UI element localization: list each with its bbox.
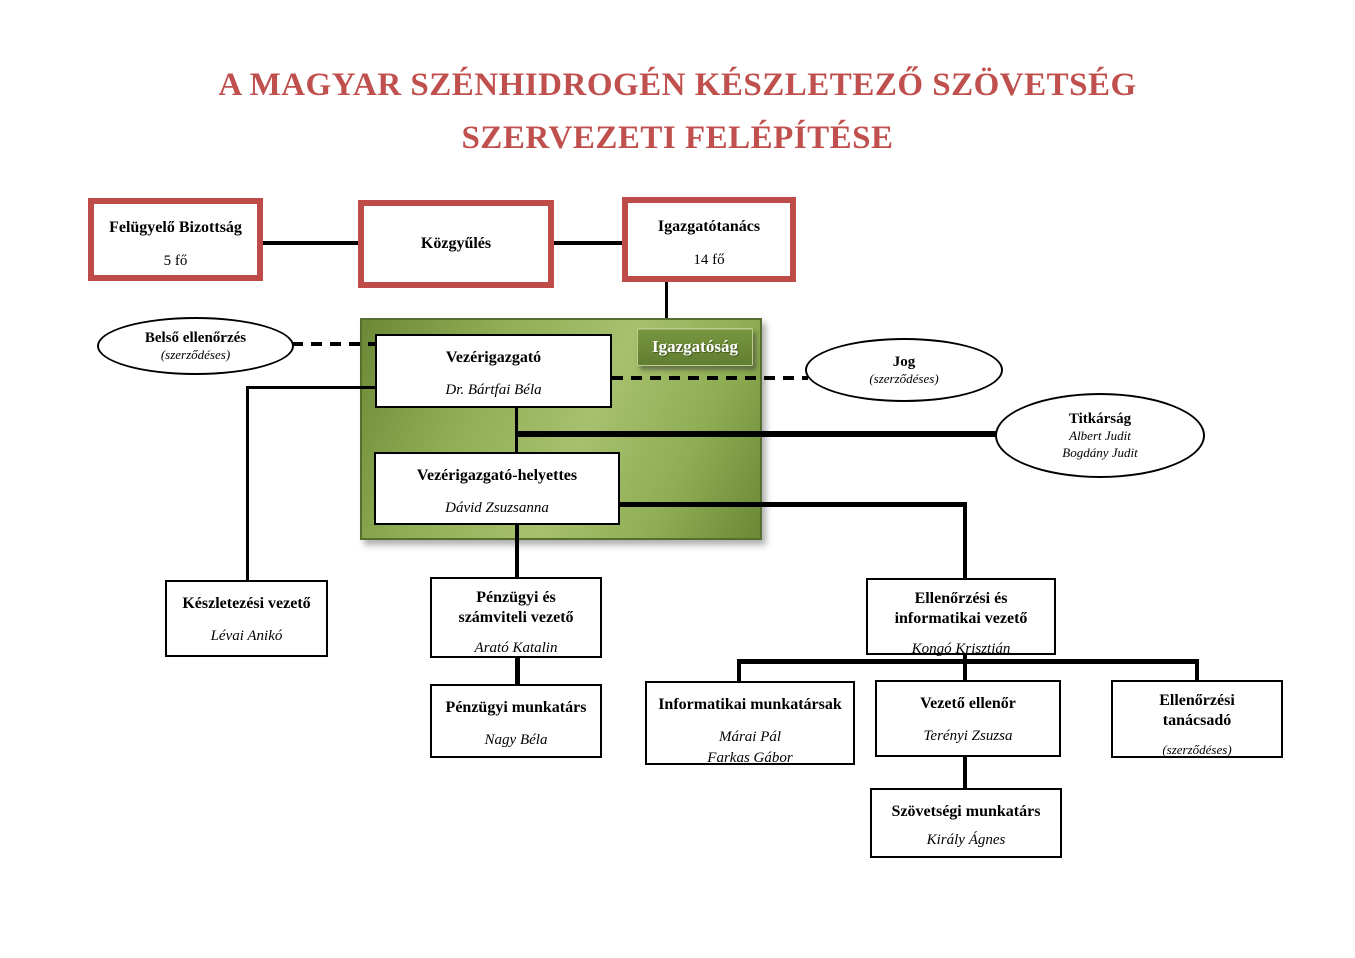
- node-title: Titkárság: [1068, 410, 1132, 427]
- node-title: Szövetségi munkatárs: [891, 803, 1041, 820]
- node-title-line2: informatikai vezető: [894, 610, 1028, 627]
- connector-vezerigazgato-keszletezesi-v: [246, 386, 249, 582]
- org-node-vezeto-ellenor: [875, 680, 1061, 757]
- node-title: Belső ellenőrzés: [144, 329, 247, 346]
- connector-helyettes-kongo-v: [963, 502, 967, 579]
- node-title: Jog: [892, 353, 916, 370]
- connector-kozgyules-igazgatotanacs: [552, 241, 622, 245]
- node-person: Terényi Zsuzsa: [923, 727, 1013, 744]
- connector-helyettes-penzugyi: [515, 525, 519, 579]
- node-note: (szerződéses): [869, 370, 939, 386]
- page-title-line2: SZERVEZETI FELÉPÍTÉSE: [461, 120, 894, 156]
- org-node-felugyelo-bizottsag: [88, 198, 263, 281]
- org-node-kozgyules: [358, 200, 554, 288]
- org-ellipse-titkarsag: [995, 393, 1205, 478]
- connector-to-titkarsag: [515, 431, 997, 437]
- connector-vezerigazgato-keszletezesi-h: [246, 386, 376, 389]
- connector-vezeto-ellenor-szovetsegi: [963, 756, 967, 789]
- connector-bus-horizontal: [737, 659, 1199, 664]
- node-title-line1: Ellenőrzési és: [914, 590, 1008, 607]
- node-subtitle: 5 fő: [163, 252, 188, 269]
- org-node-ellenorzesi-informatikai-vezeto: [866, 578, 1056, 655]
- org-node-informatikai-munkatarsak: [645, 681, 855, 765]
- node-person: Márai Pál: [718, 728, 782, 745]
- node-person: Lévai Anikó: [210, 627, 283, 644]
- connector-vezerigazgato-helyettes: [515, 408, 518, 452]
- node-title: Vezérigazgató-helyettes: [416, 467, 578, 484]
- node-person: Nagy Béla: [484, 731, 548, 748]
- node-title: Igazgatótanács: [657, 218, 761, 235]
- connector-felugyelo-kozgyules: [262, 241, 358, 245]
- node-person: Dr. Bártfai Béla: [445, 381, 542, 398]
- node-title-line1: Pénzügyi és: [476, 589, 556, 606]
- node-title-line2: számviteli vezető: [458, 609, 574, 626]
- node-title: Vezérigazgató: [445, 349, 542, 366]
- node-title-line1: Ellenőrzési: [1159, 692, 1235, 709]
- org-ellipse-belso-ellenorzes: [97, 317, 294, 375]
- connector-bus-drop-informatikai: [737, 659, 741, 682]
- org-node-ellenorzesi-tanacsado: [1111, 680, 1283, 758]
- org-node-penzugyi-szamviteli-vezeto: [430, 577, 602, 658]
- node-title: Készletezési vezető: [182, 595, 311, 612]
- igazgatosag-label: Igazgatóság: [637, 328, 753, 366]
- org-node-szovetsegi-munkatars: [870, 788, 1062, 858]
- connector-penzugyi-munkatars: [515, 658, 520, 684]
- org-ellipse-jog: [805, 338, 1003, 402]
- node-note: (szerződéses): [160, 346, 231, 362]
- node-note: (szerződéses): [1162, 742, 1232, 757]
- org-node-igazgatotanacs: [622, 197, 796, 282]
- org-node-vezerigazgato: [375, 334, 612, 408]
- connector-igazgatotanacs-igazgatosag: [665, 282, 668, 318]
- node-person: Farkas Gábor: [707, 750, 793, 767]
- connector-dashed-belso-vezerigazgato: [292, 342, 376, 346]
- node-person: Bogdány Judit: [1062, 444, 1138, 460]
- node-title-line2: tanácsadó: [1162, 712, 1232, 729]
- node-title: Vezető ellenőr: [920, 695, 1016, 712]
- connector-dashed-vezerigazgato-jog: [612, 376, 808, 380]
- org-node-vezerigazgato-helyettes: [374, 452, 620, 525]
- node-title: Pénzügyi munkatárs: [445, 699, 587, 716]
- page-title-line1: A MAGYAR SZÉNHIDROGÉN KÉSZLETEZŐ SZÖVETSÉG: [218, 67, 1137, 103]
- connector-helyettes-kongo-h: [620, 502, 967, 507]
- connector-bus-drop-tanacsado: [1195, 659, 1199, 682]
- node-title: Felügyelő Bizottság: [109, 219, 242, 236]
- node-person: Kongó Krisztián: [911, 641, 1011, 657]
- node-subtitle: 14 fő: [693, 251, 725, 268]
- node-title: Közgyűlés: [420, 234, 492, 252]
- node-person: Arató Katalin: [474, 640, 558, 656]
- node-title: Informatikai munkatársak: [658, 696, 842, 713]
- org-node-penzugyi-munkatars: [430, 684, 602, 758]
- node-person: Albert Judit: [1069, 427, 1131, 443]
- org-node-keszletezesi-vezeto: [165, 580, 328, 657]
- node-person: Dávid Zsuzsanna: [445, 499, 549, 516]
- node-person: Király Ágnes: [926, 831, 1006, 848]
